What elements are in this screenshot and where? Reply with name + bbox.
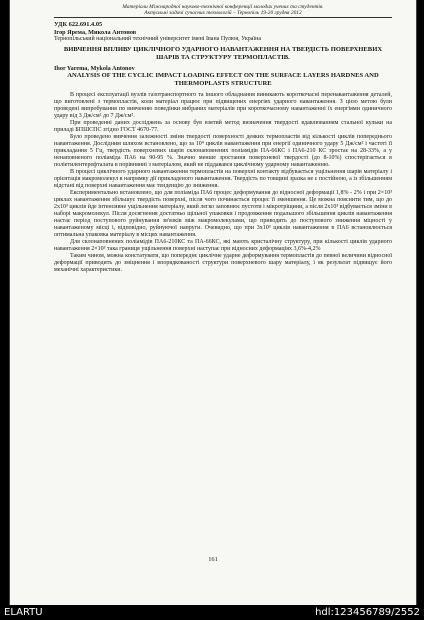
header-divider	[54, 17, 392, 18]
paragraph: Експериментально встановлено, що для поліаміда ПА6 процес деформування до відносної деформації 1,8% - 2% і при 2×10³ циклах навантаження збільшує твердість поверхні, після чого починається процес її зменшення. Це можна пояснити тим, що до 2х10³ циклів йде інтенсивне ущільнення матеріалу, який легко заповнює пустоти і мікротріщини, а після 2х10³ відбувається зміни в наборі макромолекул. Після досягнення достатньо щільної упаковки і продовження подальшого збільшення циклів навантаження настає період поступового руйнування зв'язків між макромолекулами, що приводить до поступового зниження міцності у навантаженому місці і, відповідно, руйнуючої напруги. Очевидно, що при 3х10³ циклів навантаження в ПА6 встановлюється оптимальна упаковка матеріалу в місцях навантаження.	[54, 189, 392, 238]
body-text	[54, 92, 392, 274]
paragraph: При проведенні даних досліджень за основу був взятий метод визначення твердості вдавлюванням стальної кульки на приладі БПШСПС згідно ГОСТ 4670-77.	[54, 119, 392, 133]
authors-uk: Ігор Ярема, Микола Антонов	[54, 28, 137, 36]
udk-code: УДК 622.691.4.05	[54, 21, 103, 29]
title-en: ANALYSIS OF THE CYCLIC IMPACT LOADING EFFECT ON THE SURFACE LAYERS HARDNES AND THERMOPLASTS STRUCTURE	[67, 72, 379, 87]
document-page	[9, 0, 417, 605]
handle-id: hdl:123456789/2552	[315, 607, 420, 618]
repository-name: ELARTU	[4, 607, 43, 618]
conference-header-line1: Матеріали Міжнародної науково-технічної конференції молодих учених та студентів.	[122, 4, 324, 10]
paragraph: Таким чином, можна констатувати, що попереднє циклічне ударне деформування термопластів до певної величини відносної деформації приводить до зміцнення і впорядкованості структури поверхневого шару матеріалу, і як результат підвищує його механічні характеристики.	[54, 252, 392, 273]
viewer-footer-bar	[0, 605, 424, 620]
paragraph: Для склонаповнених поліамідів ПА6-210КС та ПА-66КС, які мають кристалічну структуру, при кількості циклів ударного навантаження 2×10³ така границя ущільнення поверхні наступає при відносних деформаціях 3,6%-4,2%	[54, 238, 392, 252]
authors-en: Ihor Yarema, Mykola Antonov	[54, 65, 135, 73]
title-uk: ВИВЧЕННЯ ВПЛИВУ ЦИКЛІЧНОГО УДАРНОГО НАВАНТАЖЕННЯ НА ТВЕРДІСТЬ ПОВЕРХНЕВИХ ШАРІВ ТА СТРУКТУРУ ТЕРМОПЛАСТІВ.	[63, 46, 383, 61]
conference-header-line2: Актуальні задачі сучасних технологій – Тернопіль 19-20 грудня 2012	[144, 10, 302, 17]
page-content	[54, 4, 392, 274]
paragraph: В процесі експлуатації вузлів газотранспортного та іншого обладнання виникають короткочасні перенавантаження деталей, що виготовлені з термопластів, коли матеріал працює при підвищених енергіях ударного навантаження. З цією метою були проведені випробування по вивченню поведінки вибраних матеріалів при короткочасному навантаженні їх енергіями одиничного удару від 3 Дж/см² до 7 Дж/см².	[54, 91, 392, 119]
affiliation: Тернопільський національний технічний університет імені Івана Пулюя, Україна	[54, 36, 261, 43]
paragraph: Було проведено вивчення залежності зміни твердості поверхності деяких термопластів від кількості циклів попереднього навантаження. Дослідним шляхом встановлено, що за 10⁴ циклів навантаження при енергії одиничного удару 5 Дж/см² і частоті її прикладання 5 Гц, твердість поверхневих шарів склонаповнених поліамідів ПА-66КС і ПА6-210 КС зростає на 28-33%, а у ненаповненого поліаміда ПА6 на 90-95 %. Значно менше зростання поверхневої твердості (до 8-10%) спостерігається в поліетилентерефталата в порівнянні з матеріалом, який не піддавався циклічному ударному навантаженню.	[54, 133, 392, 168]
page-number: 161	[208, 556, 218, 563]
paragraph: В процесі циклічного ударного навантаження термопластів на поверхні контакту відбувається ущільнення шарів матеріалу і орієнтація макромолекул в напрямку дії прикладеного навантаження. Твердість по товщині зразка не є постійною, а із збільшенням відстані від поверхні навантаження має тенденцію до зниження.	[54, 168, 392, 189]
